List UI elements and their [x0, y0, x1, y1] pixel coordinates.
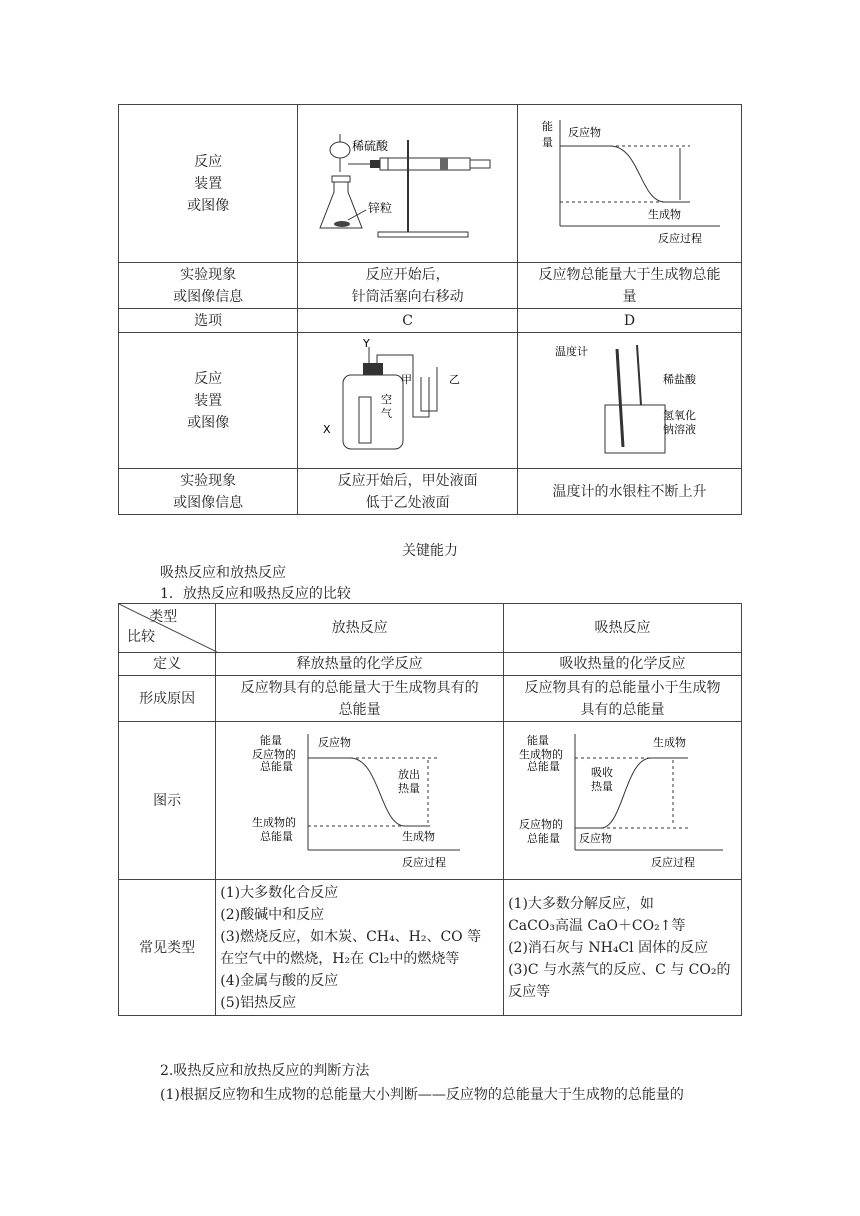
- energy-decrease-chart: [530, 110, 730, 250]
- svg-text:能: 能: [541, 120, 553, 133]
- svg-text:总能量: 总能量: [259, 760, 293, 773]
- svg-text:热量: 热量: [590, 780, 613, 793]
- svg-text:热量: 热量: [397, 782, 420, 795]
- svg-text:反应过程: 反应过程: [401, 856, 446, 869]
- svg-text:总能量: 总能量: [526, 832, 560, 845]
- comparison-table-2: 类型 比较 放热反应 吸热反应 定义 释放热量的化学反应 吸收热量的化学反应 形成原因 反应物具有的总能量大于生成物具有的 总能量 反应物具有的总能量小于生成物 具有的总能量 图示 能量 反应物的 总能量 反应物 放出 热量 生成物的 总能量 生成物 反应过程 能量 生成物的 总能量 生成物 吸收 热量 反应物的 总能量 反应物 反应过程 常见类型 (1)大多数化合反应 (2)酸碱中和反应 (3)燃烧反应，如木炭、CH₄、H₂、CO 等 在空气中的燃烧，H₂在 Cl₂中的燃烧等 (4)金属与酸的反应 (5)铝热反应 (1)大多数分解反应，如 CaCO₃高温 CaO＋CO₂↑等 (2)消石灰与 NH₄Cl 固体的反应 (3)C 与水蒸气的反应、C 与 CO₂的 反应等: [118, 603, 742, 1016]
- row-label-device: 反应 装置 或图像: [119, 105, 298, 263]
- label-zinc: 锌粒: [367, 201, 392, 215]
- svg-text:反应物的: 反应物的: [251, 748, 296, 761]
- exothermic-figure: [216, 722, 504, 880]
- thermometer-beaker-drawing: [535, 335, 725, 459]
- svg-text:反应物: 反应物: [578, 832, 612, 845]
- svg-text:温度计: 温度计: [554, 345, 588, 358]
- sub-heading-2: 2.吸热反应和放热反应的判断方法: [160, 1063, 370, 1079]
- svg-text:总能量: 总能量: [526, 760, 560, 773]
- figure-syringe-apparatus: [298, 105, 518, 263]
- svg-text:甲: 甲: [400, 373, 412, 386]
- paragraph-1: (1)根据反应物和生成物的总能量大小判断——反应物的总能量大于生成物的总能量的: [160, 1087, 684, 1103]
- section-title: 关键能力: [402, 543, 458, 559]
- u-tube-drawing: [313, 337, 503, 457]
- svg-text:生成物的: 生成物的: [518, 748, 563, 761]
- svg-text:钠溶液: 钠溶液: [662, 423, 696, 436]
- svg-text:乙: 乙: [448, 373, 460, 386]
- svg-text:气: 气: [380, 407, 392, 420]
- svg-text:能量: 能量: [526, 734, 549, 747]
- svg-text:反应过程: 反应过程: [650, 856, 695, 869]
- svg-text:生成物的: 生成物的: [251, 816, 296, 829]
- topic-heading: 吸热反应和放热反应: [160, 565, 286, 581]
- comparison-table-1: 反应 装置 或图像 稀硫酸 锌粒 能 量 反应物 生成物 反应过程 实验现象 或图像信息 反应开始后， 针筒活塞向右移动 反应物总能量大于生成物总能 量 选项 C D 反应 装置 或图像 Y X 空 气 甲 乙 温度计 稀盐酸 氢氧化 钠溶液 实验现象 或图像信息 反应开始后，甲处液面 低于乙处液面 温度计的水银柱不断上升: [118, 104, 742, 515]
- svg-text:量: 量: [541, 136, 553, 149]
- sub-heading-1: 1．放热反应和吸热反应的比较: [160, 586, 351, 602]
- svg-text:能量: 能量: [259, 734, 282, 747]
- svg-text:生成物: 生成物: [647, 208, 681, 221]
- svg-text:空: 空: [380, 393, 392, 406]
- svg-text:生成物: 生成物: [401, 830, 435, 843]
- endothermic-diagram: [513, 724, 733, 870]
- svg-text:反应物: 反应物: [567, 126, 601, 139]
- label-dilute-sulfuric-acid: 稀硫酸: [351, 139, 388, 153]
- exothermic-diagram: [230, 724, 490, 870]
- endothermic-figure: [504, 722, 742, 880]
- endothermic-types: (1)大多数分解反应，如 CaCO₃高温 CaO＋CO₂↑等 (2)消石灰与 NH₄Cl 固体的反应 (3)C 与水蒸气的反应、C 与 CO₂的 反应等: [504, 880, 742, 1016]
- svg-text:稀盐酸: 稀盐酸: [662, 373, 696, 386]
- figure-energy-decrease: [518, 105, 742, 263]
- svg-text:反应物的: 反应物的: [518, 818, 563, 831]
- diagonal-header: 类型 比较: [119, 604, 215, 652]
- svg-text:氢氧化: 氢氧化: [662, 409, 696, 422]
- figure-u-tube-apparatus: [298, 333, 518, 469]
- svg-text:X: X: [322, 423, 331, 436]
- svg-text:总能量: 总能量: [259, 830, 293, 843]
- exothermic-types: (1)大多数化合反应 (2)酸碱中和反应 (3)燃烧反应，如木炭、CH₄、H₂、CO 等 在空气中的燃烧，H₂在 Cl₂中的燃烧等 (4)金属与酸的反应 (5)铝热反应: [216, 880, 504, 1016]
- svg-text:Y: Y: [362, 337, 370, 350]
- syringe-apparatus-drawing: [318, 120, 498, 240]
- svg-text:吸收: 吸收: [590, 766, 613, 779]
- svg-text:生成物: 生成物: [652, 736, 686, 749]
- svg-text:反应物: 反应物: [317, 736, 351, 749]
- svg-text:放出: 放出: [397, 768, 420, 781]
- figure-thermometer-beaker: [518, 333, 742, 469]
- svg-text:反应过程: 反应过程: [657, 232, 702, 245]
